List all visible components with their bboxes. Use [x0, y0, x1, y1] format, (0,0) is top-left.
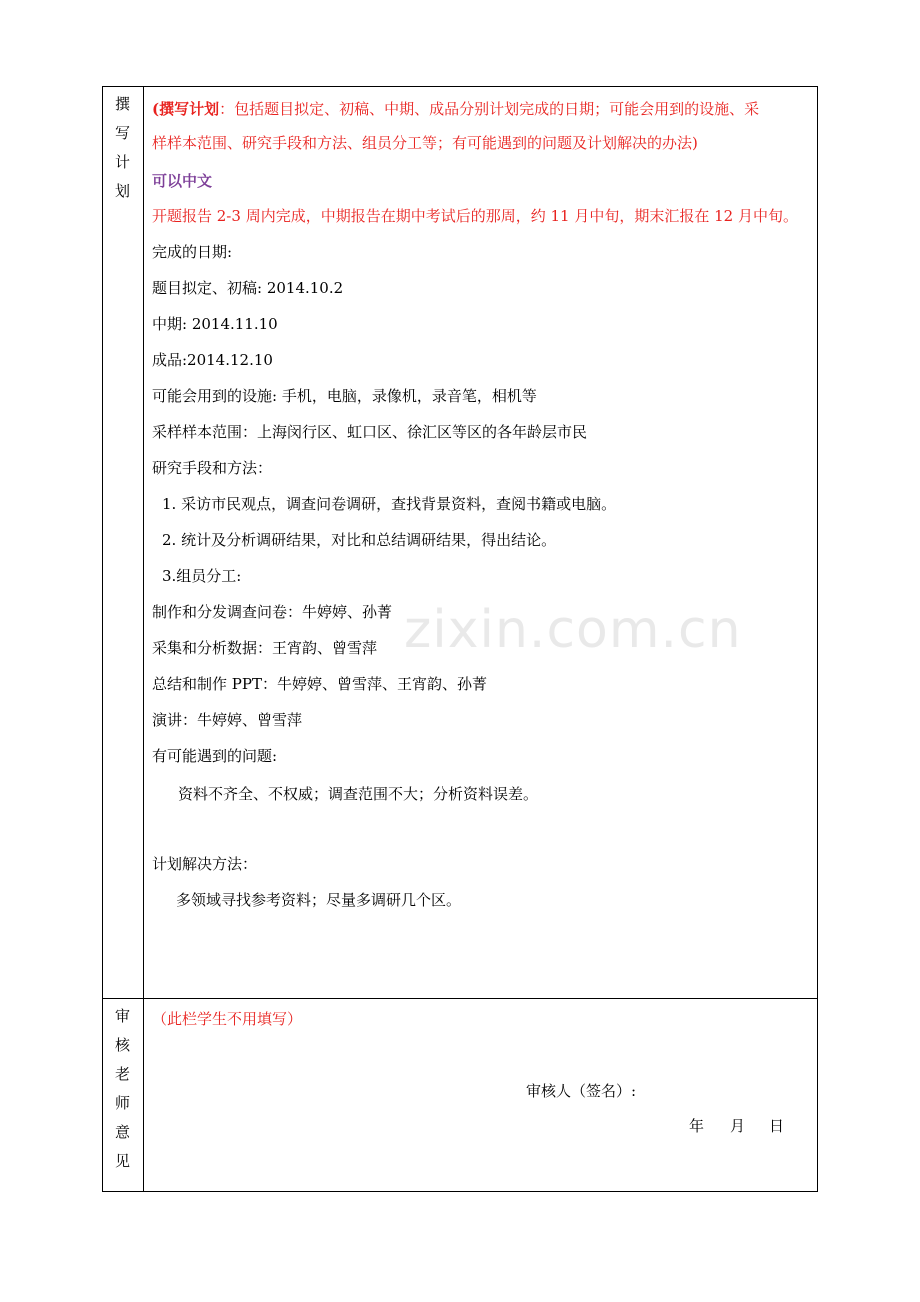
date-day: 日 [769, 1117, 785, 1135]
draft-date: 题目拟定、初稿: 2014.10.2 [152, 279, 344, 297]
method-3: 3.组员分工: [162, 567, 242, 585]
plan-label-char: 撰 [114, 95, 130, 113]
date-year: 年 [689, 1117, 705, 1135]
problems-label: 有可能遇到的问题: [152, 747, 278, 765]
plan-row-label [102, 90, 143, 206]
task-1: 制作和分发调查问卷：牛婷婷、孙菁 [152, 603, 393, 621]
review-row-label [102, 1002, 143, 1176]
review-label-char: 老 [114, 1065, 130, 1083]
instruction-head: (撰写计划 [152, 100, 220, 118]
column-divider [143, 86, 144, 1192]
problems: 资料不齐全、不权威；调查范围不大；分析资料误差。 [178, 785, 539, 803]
plan-label-char: 计 [114, 153, 130, 171]
instruction-line-2: 样样本范围、研究手段和方法、组员分工等；有可能遇到的问题及计划解决的办法) [152, 134, 698, 152]
task-3: 总结和制作 PPT：牛婷婷、曾雪萍、王宵韵、孙菁 [152, 675, 487, 693]
date-month: 月 [730, 1117, 746, 1135]
review-label-char: 师 [114, 1094, 130, 1112]
methods-label: 研究手段和方法： [152, 459, 273, 477]
review-label-char: 见 [114, 1152, 130, 1170]
plan-label-char: 划 [114, 182, 130, 200]
task-4: 演讲：牛婷婷、曾雪萍 [152, 711, 303, 729]
instruction-text: ：包括题目拟定、初稿、中期、成品分别计划完成的日期；可能会用到的设施、采 [219, 100, 760, 118]
method-2: 2. 统计及分析调研结果，对比和总结调研结果，得出结论。 [162, 531, 557, 549]
solutions: 多领域寻找参考资料；尽量多调研几个区。 [176, 891, 462, 909]
review-note: （此栏学生不用填写） [152, 1010, 303, 1028]
task-2: 采集和分析数据：王宵韵、曾雪萍 [152, 639, 378, 657]
schedule-note: 开题报告 2-3 周内完成，中期报告在期中考试后的那周，约 11 月中旬，期末汇报在 12 月中旬。 [152, 207, 798, 225]
solutions-label: 计划解决方法： [152, 855, 258, 873]
sample-range: 采样样本范围：上海闵行区、虹口区、徐汇区等区的各年龄层市民 [152, 423, 588, 441]
row-divider [102, 998, 818, 999]
review-label-char: 意 [114, 1123, 130, 1141]
reviewer-signature: 审核人（签名）: [526, 1082, 637, 1100]
plan-label-char: 写 [114, 124, 130, 142]
final-date: 成品:2014.12.10 [152, 351, 273, 369]
completion-date-label: 完成的日期: [152, 243, 233, 261]
watermark: zixin.com.cn [404, 600, 742, 660]
midterm-date: 中期: 2014.11.10 [152, 315, 278, 333]
instruction-line-1 [152, 98, 759, 120]
chinese-note: 可以中文 [152, 172, 213, 190]
review-label-char: 审 [114, 1007, 130, 1025]
equipment: 可能会用到的设施: 手机，电脑，录像机，录音笔，相机等 [152, 387, 537, 405]
method-1: 1. 采访市民观点，调查问卷调研，查找背景资料，查阅书籍或电脑。 [162, 495, 617, 513]
review-label-char: 核 [114, 1036, 130, 1054]
